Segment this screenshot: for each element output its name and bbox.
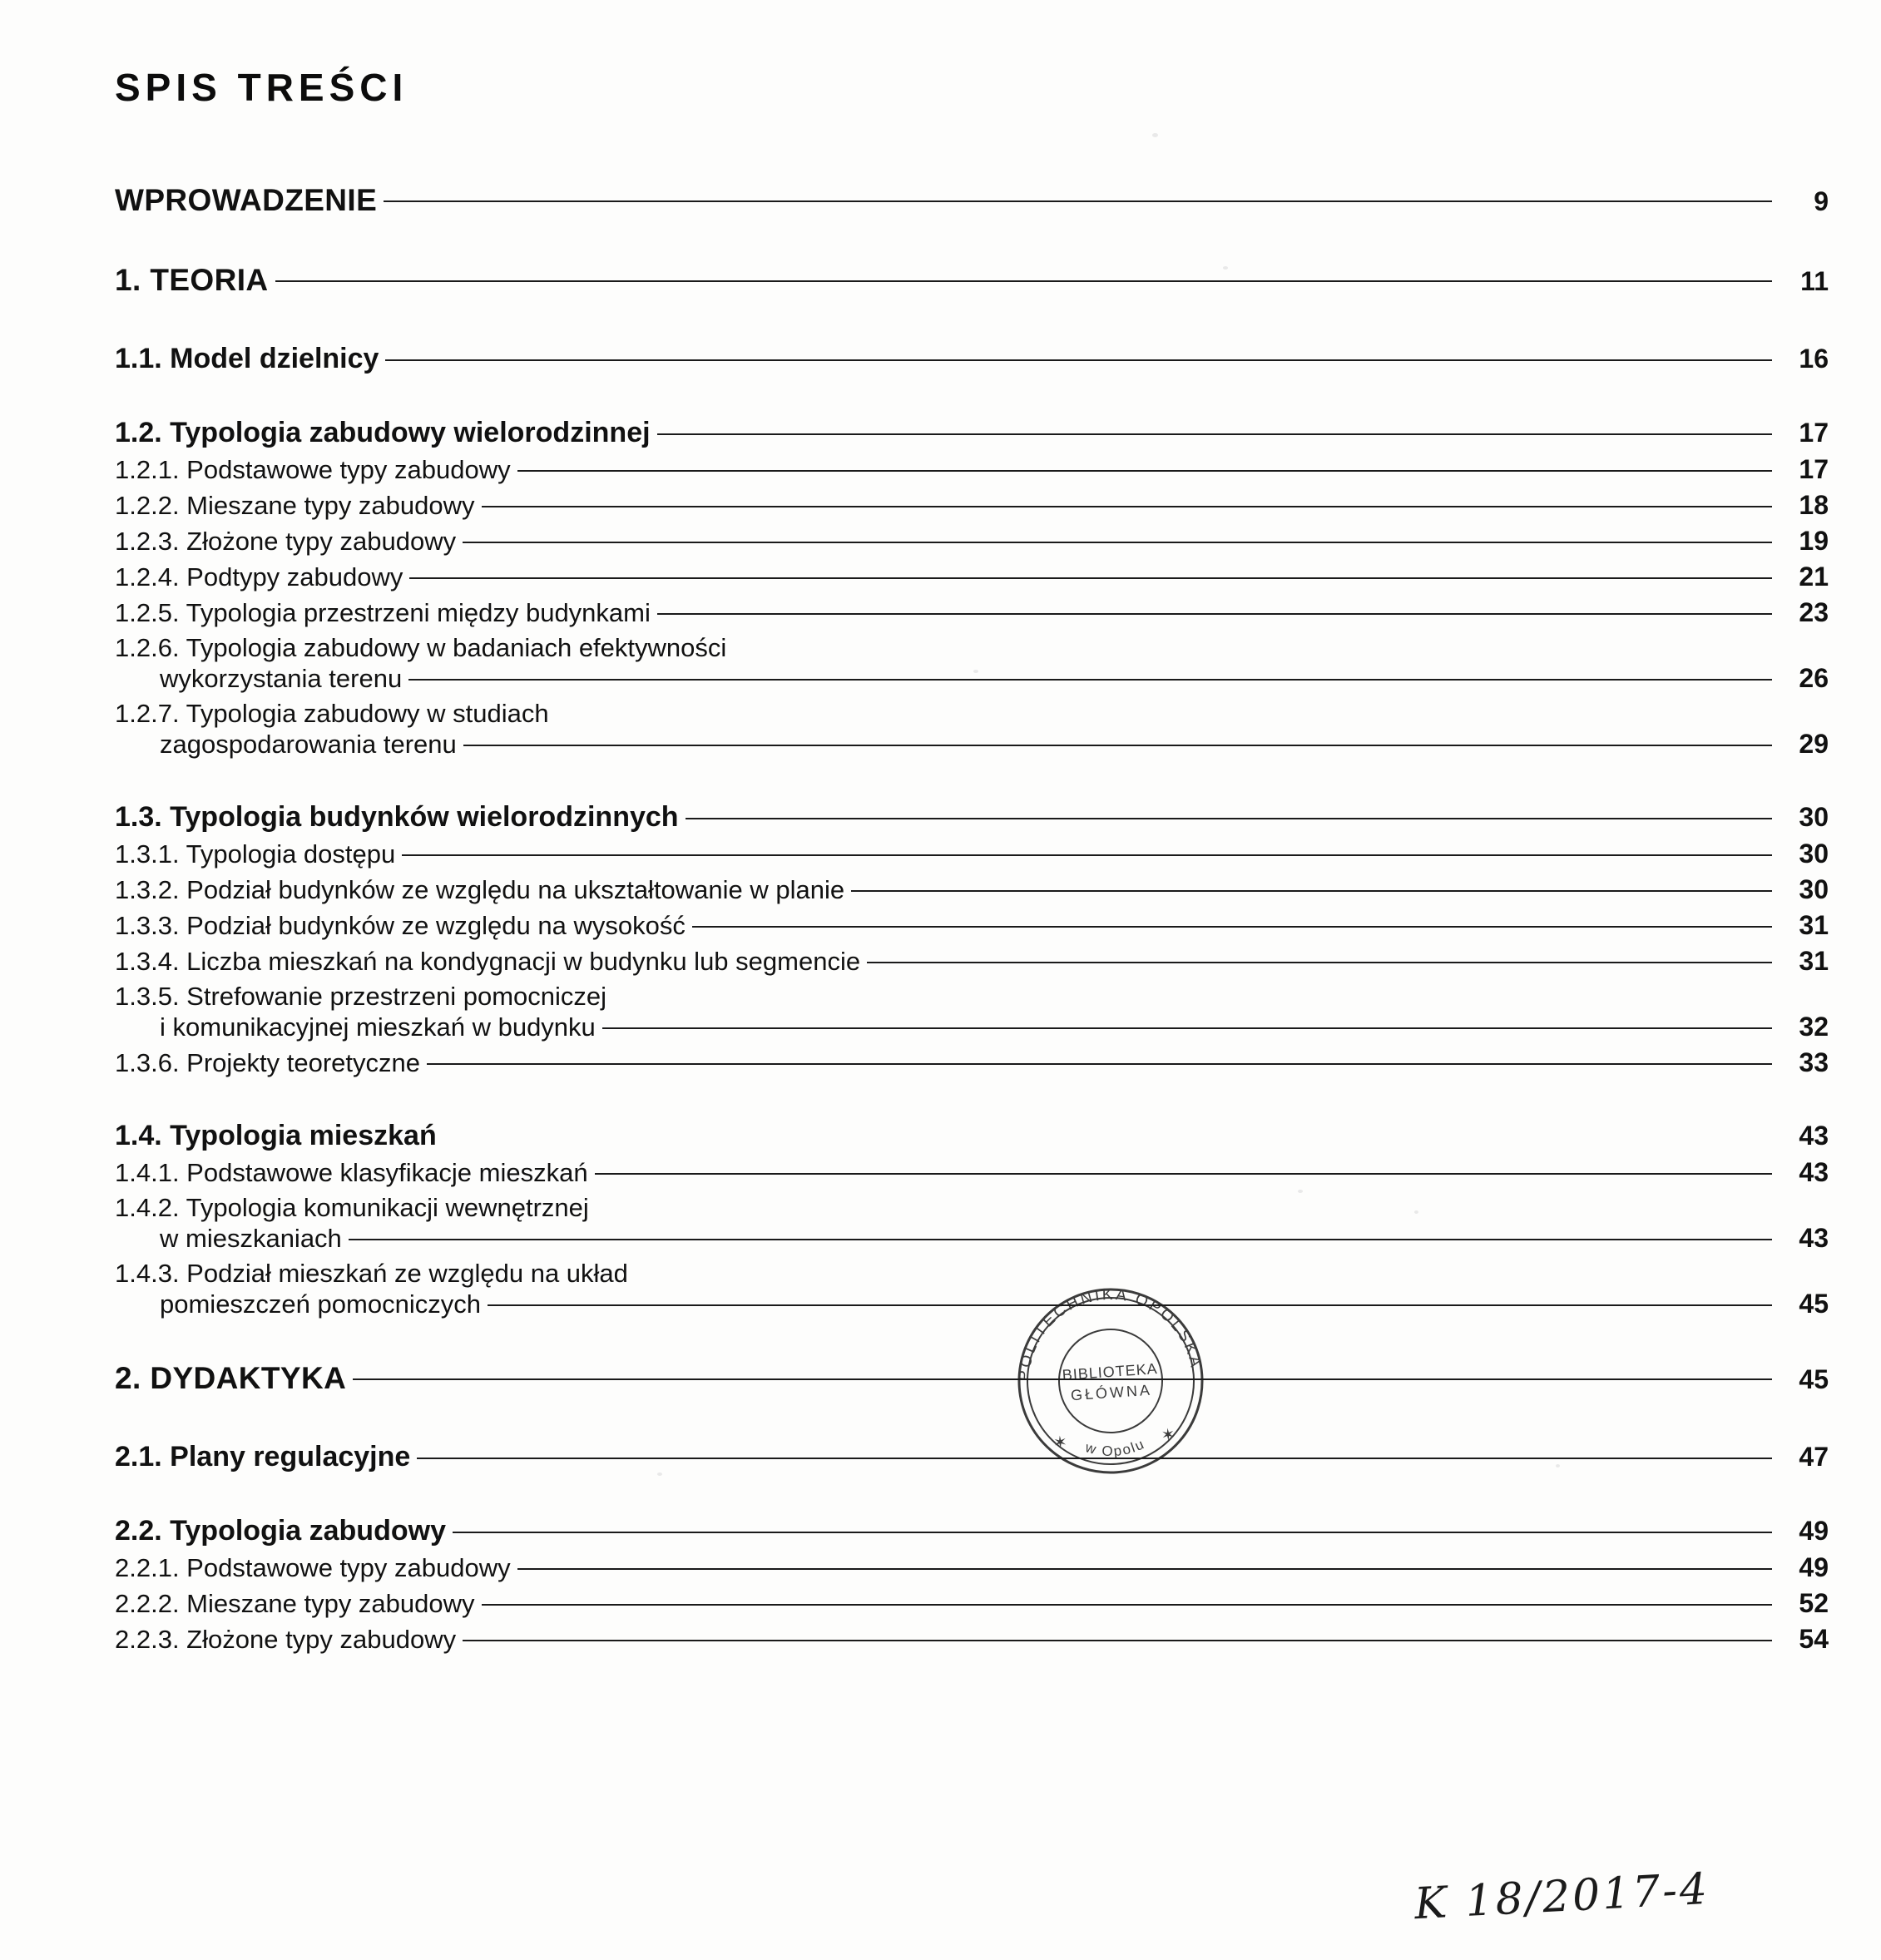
toc-entry[interactable] xyxy=(115,699,1829,760)
toc-page-number: 29 xyxy=(1799,729,1829,759)
toc-entry-label: 1.2.3. Złożone typy zabudowy xyxy=(115,527,457,556)
toc-page-number: 30 xyxy=(1799,874,1829,904)
toc-entry-list xyxy=(115,183,1881,1655)
toc-page-number: 49 xyxy=(1799,1552,1829,1582)
toc-entry[interactable] xyxy=(115,1588,1829,1619)
toc-leader-line xyxy=(517,469,1772,470)
toc-entry-label: 1.2.6. Typologia zabudowy w badaniach efektywności xyxy=(115,633,727,662)
toc-entry-label: 1. TEORIA xyxy=(115,263,269,297)
toc-entry[interactable] xyxy=(115,1624,1829,1655)
toc-entry-label: 1.3.1. Typologia dostępu xyxy=(115,839,396,869)
toc-entry-label: 1.4. Typologia mieszkań xyxy=(115,1120,437,1151)
spacer xyxy=(115,1083,1881,1120)
toc-leader-line xyxy=(482,1603,1772,1604)
toc-page-number: 31 xyxy=(1799,910,1829,940)
spacer xyxy=(115,380,1881,417)
toc-page-number: 47 xyxy=(1799,1442,1829,1472)
toc-entry-label: 1.3.3. Podział budynków ze względu na wysokość xyxy=(115,911,686,940)
toc-leader-line xyxy=(692,925,1772,926)
toc-entry-label-cont: wykorzystania terenu xyxy=(160,664,403,693)
toc-entry-label: 1.4.1. Podstawowe klasyfikacje mieszkań xyxy=(115,1158,588,1187)
toc-page-number: 17 xyxy=(1799,418,1829,448)
toc-entry-label: 1.2.7. Typologia zabudowy w studiach xyxy=(115,699,549,728)
spacer xyxy=(115,226,1881,263)
toc-page-number: 30 xyxy=(1799,839,1829,869)
toc-leader-line xyxy=(463,1639,1772,1640)
toc-entry[interactable] xyxy=(115,633,1829,694)
toc-entry[interactable] xyxy=(115,1259,1829,1319)
toc-entry-label: 1.3.5. Strefowanie przestrzeni pomocniczej xyxy=(115,982,607,1011)
toc-entry[interactable] xyxy=(115,343,1829,375)
toc-leader-line xyxy=(408,678,1772,679)
toc-page-number: 54 xyxy=(1799,1624,1829,1654)
toc-page-number: 17 xyxy=(1799,454,1829,484)
toc-entry[interactable] xyxy=(115,910,1829,941)
toc-page-number: 21 xyxy=(1799,562,1829,591)
toc-leader-line xyxy=(463,541,1772,542)
toc-leader-line xyxy=(867,961,1772,962)
scan-speckle xyxy=(1556,1464,1560,1468)
scan-speckle xyxy=(657,1472,662,1476)
toc-page-number: 45 xyxy=(1799,1364,1829,1394)
table-of-contents xyxy=(115,65,1881,1660)
toc-page-number: 52 xyxy=(1799,1588,1829,1618)
toc-leader-line xyxy=(463,744,1772,745)
toc-entry[interactable] xyxy=(115,454,1829,485)
spacer xyxy=(115,306,1881,343)
toc-entry-label-cont: zagospodarowania terenu xyxy=(160,730,457,759)
toc-page-number: 43 xyxy=(1799,1157,1829,1187)
toc-page-number: 9 xyxy=(1814,186,1829,216)
toc-entry-label: 1.2.2. Mieszane typy zabudowy xyxy=(115,491,475,520)
svg-text:BIBLIOTEKA: BIBLIOTEKA xyxy=(1062,1360,1159,1384)
toc-entry-label: 1.2.1. Podstawowe typy zabudowy xyxy=(115,455,511,484)
toc-entry-label: 1.1. Model dzielnicy xyxy=(115,343,379,374)
toc-entry[interactable] xyxy=(115,982,1829,1042)
toc-page-number: 18 xyxy=(1799,490,1829,520)
toc-entry-label: 2.2.3. Złożone typy zabudowy xyxy=(115,1625,457,1654)
toc-leader-line xyxy=(657,612,1772,613)
scan-speckle xyxy=(1152,133,1158,137)
toc-entry-label-cont: w mieszkaniach xyxy=(160,1224,342,1253)
toc-entry-label-cont: pomieszczeń pomocniczych xyxy=(160,1289,481,1319)
toc-entry-label: 1.2. Typologia zabudowy wielorodzinnej xyxy=(115,417,651,448)
toc-page-number: 31 xyxy=(1799,946,1829,976)
toc-page-number: 23 xyxy=(1799,597,1829,627)
toc-entry-label-cont: i komunikacyjnej mieszkań w budynku xyxy=(160,1012,596,1042)
toc-entry-label: 2.2.2. Mieszane typy zabudowy xyxy=(115,1589,475,1618)
toc-entry-label: 1.4.3. Podział mieszkań ze względu na układ xyxy=(115,1259,628,1288)
toc-leader-line xyxy=(517,1567,1772,1568)
toc-entry[interactable] xyxy=(115,1552,1829,1583)
spacer xyxy=(115,1478,1881,1515)
toc-entry[interactable] xyxy=(115,490,1829,521)
toc-entry-label: 2.2.1. Podstawowe typy zabudowy xyxy=(115,1553,511,1582)
toc-entry[interactable] xyxy=(115,839,1829,869)
toc-page-number: 49 xyxy=(1799,1516,1829,1546)
toc-entry[interactable] xyxy=(115,526,1829,557)
toc-page-number: 30 xyxy=(1799,802,1829,832)
toc-page-number: 19 xyxy=(1799,526,1829,556)
toc-entry[interactable] xyxy=(115,1193,1829,1254)
toc-leader-line xyxy=(453,1531,1772,1532)
scan-speckle xyxy=(1223,266,1228,270)
toc-page-number: 43 xyxy=(1799,1121,1829,1151)
toc-leader-line xyxy=(384,200,1772,201)
toc-entry[interactable] xyxy=(115,874,1829,905)
spacer xyxy=(115,765,1881,801)
toc-entry[interactable] xyxy=(115,1441,1829,1473)
toc-page-number: 16 xyxy=(1799,344,1829,374)
toc-leader-line xyxy=(686,817,1772,818)
toc-entry-label: 2.2. Typologia zabudowy xyxy=(115,1515,446,1547)
library-stamp xyxy=(995,1265,1226,1497)
svg-text:GŁÓWNA: GŁÓWNA xyxy=(1070,1381,1153,1404)
toc-entry-label: 1.3.4. Liczba mieszkań na kondygnacji w budynku lub segmencie xyxy=(115,947,861,976)
toc-entry-label: 2.1. Plany regulacyjne xyxy=(115,1441,411,1472)
toc-leader-line xyxy=(482,505,1772,506)
toc-entry[interactable] xyxy=(115,1515,1829,1547)
toc-entry-label: 1.2.5. Typologia przestrzeni między budynkami xyxy=(115,598,651,627)
svg-text:✶: ✶ xyxy=(1052,1433,1068,1453)
toc-entry-label: 2. DYDAKTYKA xyxy=(115,1361,347,1395)
toc-leader-line xyxy=(349,1238,1772,1239)
toc-leader-line xyxy=(595,1172,1772,1173)
toc-page-number: 43 xyxy=(1799,1223,1829,1253)
toc-entry[interactable] xyxy=(115,183,1829,218)
toc-entry-label: 1.3. Typologia budynków wielorodzinnych xyxy=(115,801,679,833)
svg-text:w Opolu: w Opolu xyxy=(1083,1435,1148,1460)
toc-page-number: 26 xyxy=(1799,663,1829,693)
toc-entry[interactable] xyxy=(115,562,1829,592)
toc-entry-label: 1.4.2. Typologia komunikacji wewnętrznej xyxy=(115,1193,589,1222)
toc-entry[interactable] xyxy=(115,946,1829,977)
handwritten-accession-note: K 18/2017-4 xyxy=(1413,1863,1711,1930)
toc-leader-line xyxy=(427,1062,1772,1063)
toc-entry[interactable] xyxy=(115,1361,1829,1396)
scan-speckle xyxy=(1298,1190,1303,1193)
toc-entry-label: 1.2.4. Podtypy zabudowy xyxy=(115,562,403,591)
toc-page-number: 45 xyxy=(1799,1289,1829,1319)
toc-entry-label: WPROWADZENIE xyxy=(115,183,378,217)
toc-entry-label: 1.3.2. Podział budynków ze względu na ukształtowanie w planie xyxy=(115,875,845,904)
toc-entry[interactable] xyxy=(115,1047,1829,1078)
toc-entry[interactable] xyxy=(115,597,1829,628)
svg-text:POLITECHNIKA OPOLSKA: POLITECHNIKA OPOLSKA xyxy=(1015,1285,1205,1382)
page-title: SPIS TREŚCI xyxy=(115,66,408,109)
toc-entry[interactable] xyxy=(115,417,1829,449)
scan-speckle xyxy=(1414,1210,1418,1214)
toc-leader-line xyxy=(275,280,1772,281)
toc-entry[interactable] xyxy=(115,801,1829,834)
toc-entry[interactable] xyxy=(115,263,1829,298)
svg-text:✶: ✶ xyxy=(1160,1425,1176,1445)
toc-leader-line xyxy=(851,889,1772,890)
scan-speckle xyxy=(973,670,978,673)
toc-page-number: 11 xyxy=(1800,266,1829,296)
toc-entry[interactable] xyxy=(115,1120,1829,1152)
toc-entry-label: 1.3.6. Projekty teoretyczne xyxy=(115,1048,421,1077)
toc-entry[interactable] xyxy=(115,1157,1829,1188)
spacer xyxy=(115,1404,1881,1441)
toc-page-number: 33 xyxy=(1799,1047,1829,1077)
toc-page-number: 32 xyxy=(1799,1012,1829,1042)
